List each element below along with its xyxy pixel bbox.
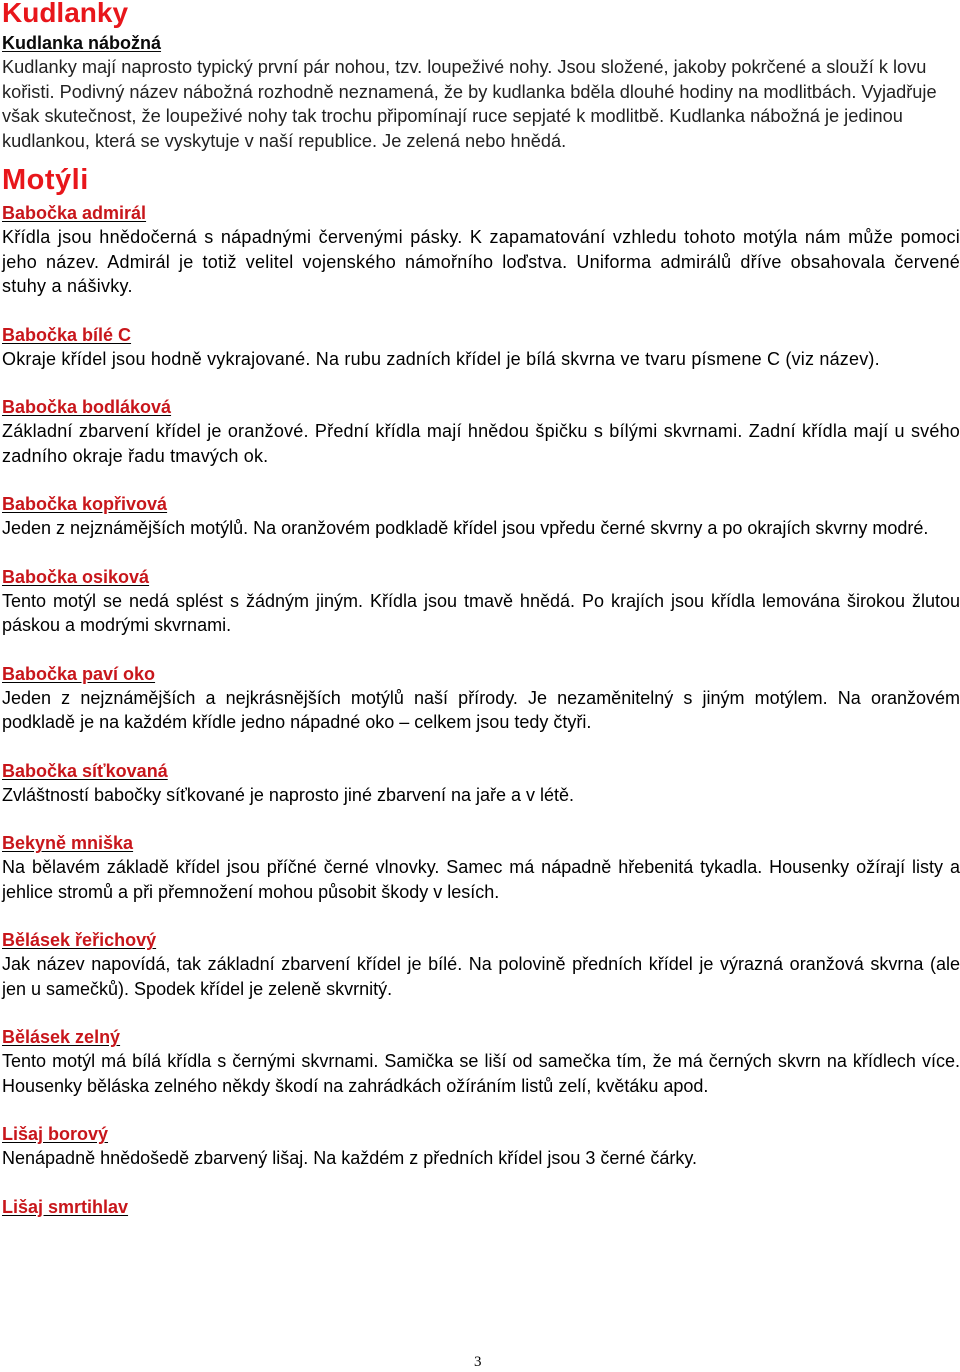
entry-heading: Kudlanka nábožná (2, 33, 162, 53)
entry-heading: Babočka bílé C (2, 324, 132, 345)
entry-text: Zvláštností babočky síťkované je naprosto jiné zbarvení na jaře a v létě. (2, 784, 575, 805)
section-title-kudlanky: Kudlanky (2, 0, 129, 28)
entry-text: Okraje křídel jsou hodně vykrajované. Na rubu zadních křídel je bílá skvrna ve tvaru písmene C (viz název). (2, 348, 880, 369)
entry-heading: Babočka bodláková (2, 397, 172, 418)
entry-heading: Babočka kopřivová (2, 494, 168, 515)
page-number: 3 (474, 1354, 482, 1370)
entry-heading: Babočka síťkovaná (2, 760, 168, 781)
entry-text: Tento motýl má bílá křídla s černými skvrnami. Samička se liší od samečka tím, že má černých skvrn na křídlech více. Housenky běláska zelného někdy škodí na zahrádkách ožíráním listů zelí, květáku apod. (2, 1051, 960, 1096)
section-title-motyli: Motýli (2, 164, 89, 197)
entry-heading: Lišaj smrtihlav (2, 1196, 129, 1217)
entry-heading: Bekyně mniška (2, 833, 134, 854)
entry-text: Na bělavém základě křídel jsou příčné černé vlnovky. Samec má nápadně hřebenitá tykadla. Housenky ožírají listy a jehlice stromů a při přemnožení mohou působit škody v lesích. (2, 857, 960, 902)
entry-text: Tento motýl se nedá splést s žádným jiným. Křídla jsou tmavě hnědá. Po krajích jsou křídla lemována širokou žlutou páskou a modrými skvrnami. (2, 590, 960, 636)
entry-text: Kudlanky mají naprosto typický první pár nohou, tzv. loupeživé nohy. Jsou složené, jakoby pokrčené a slouží k lovu kořisti. Podivný název nábožná rozhodně neznamená, že by kudlanka bděla dlouhé hodiny na modlitbách. Vyjadřuje však skutečnost, že loupeživé nohy tak trochu připomínají ruce sepjaté k modlitbě. Kudlanka nábožná je jedinou kudlankou, která se vyskytuje v naší republice. Je zelená nebo hnědá. (2, 57, 937, 151)
entry-text: Jeden z nejznámějších motýlů. Na oranžovém podkladě křídel jsou vpředu černé skvrny a po okrajích skvrny modré. (2, 518, 929, 539)
entry-heading: Bělásek řeřichový (2, 930, 157, 951)
entry-heading: Babočka admirál (2, 203, 147, 224)
entry-heading: Babočka osiková (2, 566, 150, 587)
entry-text: Křídla jsou hnědočerná s nápadnými červenými pásky. K zapamatování vzhledu tohoto motýla nám může pomoci jeho název. Admirál je totiž velitel vojenského námořního loďstva. Uniforma admirálů dříve obsahovala červené stuhy a nášivky. (2, 227, 960, 297)
entry-text: Jeden z nejznámějších a nejkrásnějších motýlů naší přírody. Je nezaměnitelný s jiným motýlem. Na oranžovém podkladě je na každém křídle jedno nápadné oko – celkem jsou tedy čtyři. (2, 687, 960, 733)
entry-text: Nenápadně hnědošedě zbarvený lišaj. Na každém z předních křídel jsou 3 černé čárky. (2, 1148, 698, 1169)
entry-heading: Bělásek zelný (2, 1027, 121, 1048)
entry-heading: Babočka paví oko (2, 663, 156, 684)
entry-text: Základní zbarvení křídel je oranžové. Přední křídla mají hnědou špičku s bílými skvrnami. Zadní křídla mají u svého zadního okraje řadu tmavých ok. (2, 421, 960, 466)
entry-heading: Lišaj borový (2, 1124, 109, 1145)
entry-text: Jak název napovídá, tak základní zbarvení křídel je bílé. Na polovině předních křídel je výrazná oranžová skvrna (ale jen u samečků). Spodek křídel je zeleně skvrnitý. (2, 954, 960, 999)
